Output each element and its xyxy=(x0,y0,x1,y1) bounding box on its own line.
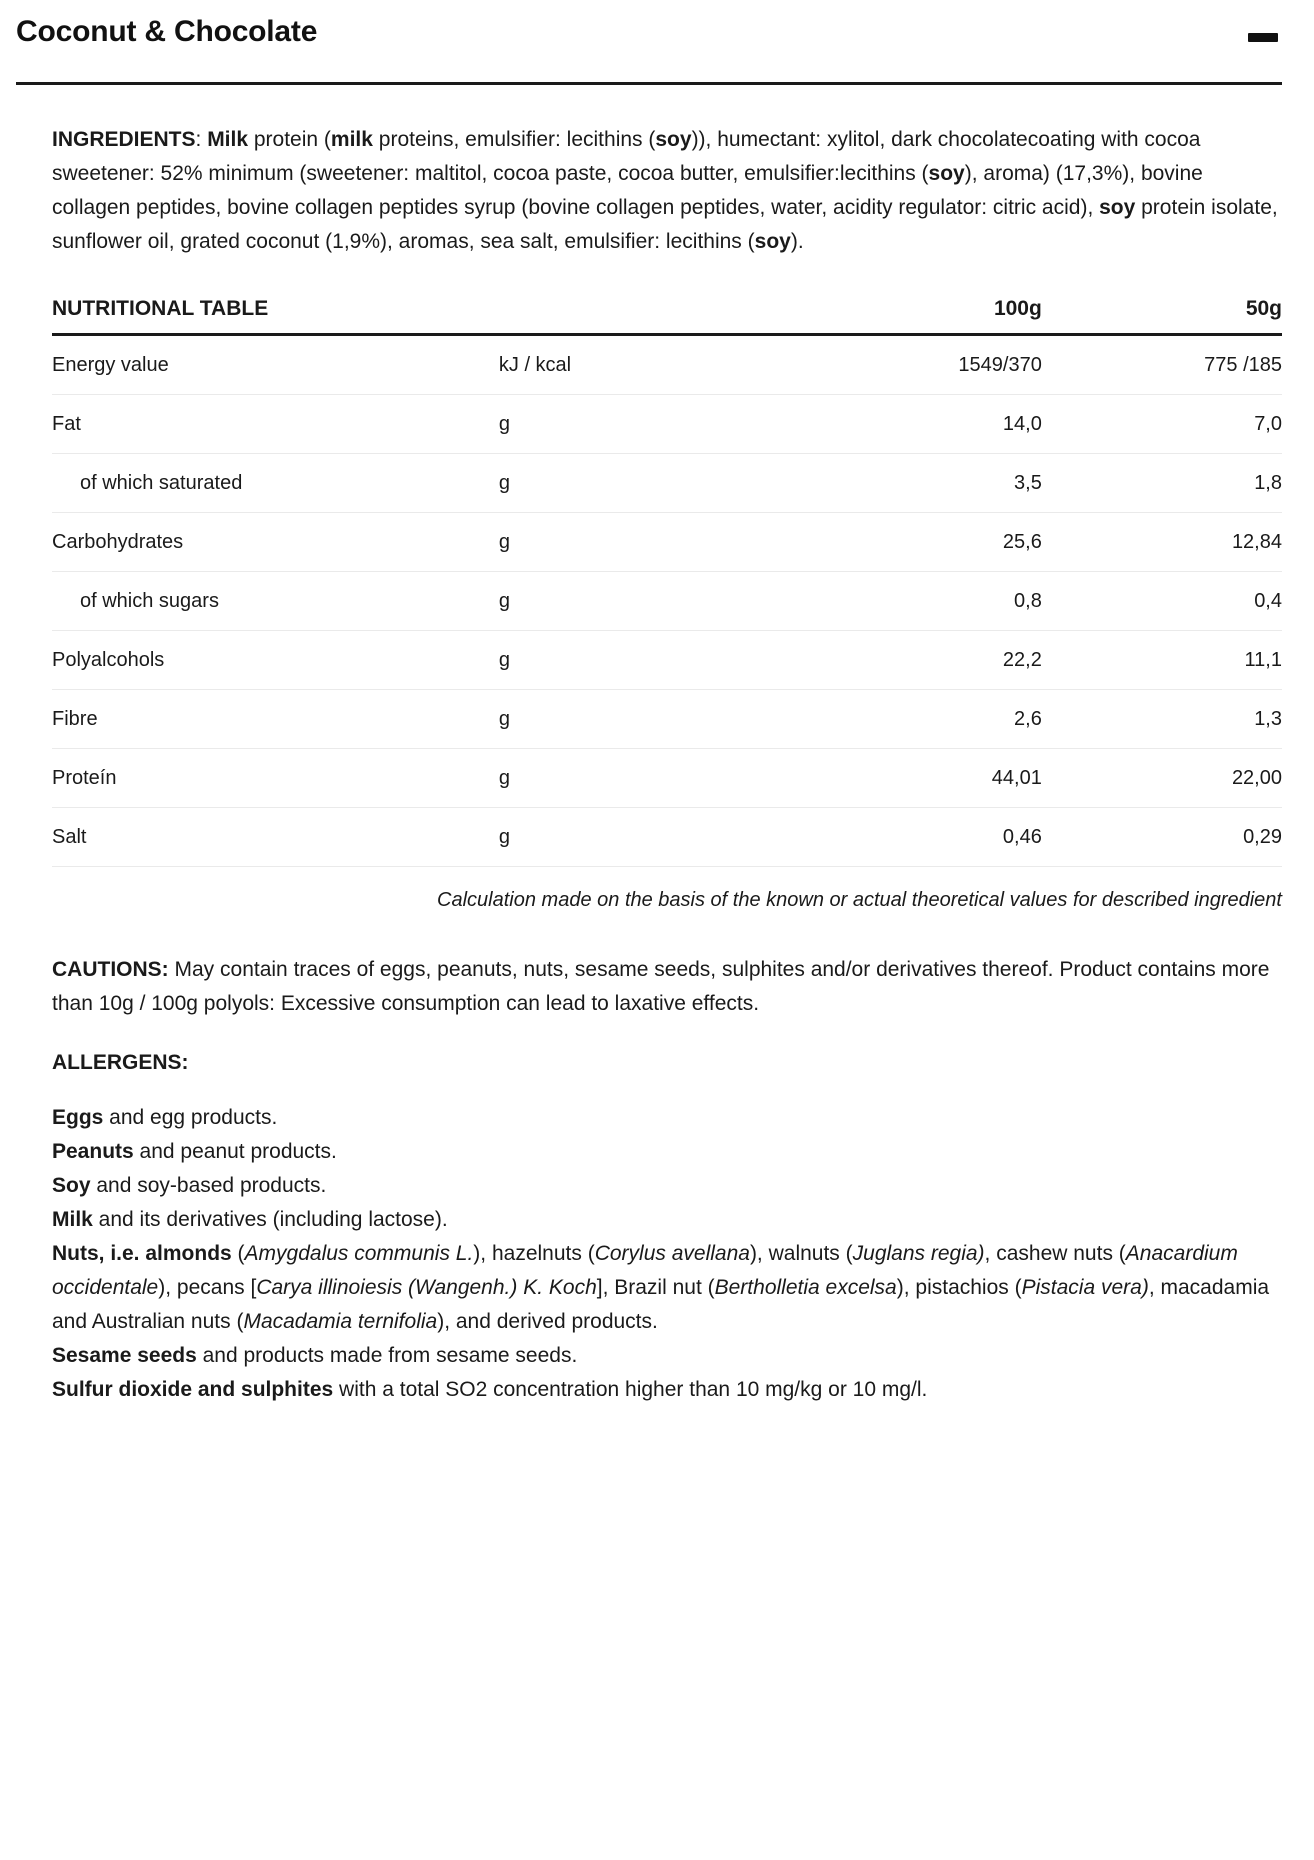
page-title: Coconut & Chocolate xyxy=(16,15,318,48)
nutrient-label: Fat xyxy=(52,395,499,454)
nutrient-value-50g: 12,84 xyxy=(1042,513,1282,572)
allergen-item: Peanuts and peanut products. xyxy=(52,1140,337,1163)
header-divider xyxy=(16,82,1282,85)
column-header-unit xyxy=(499,291,739,335)
nutrient-value-100g: 14,0 xyxy=(739,395,1042,454)
table-row xyxy=(52,335,1282,395)
allergen-item: Soy and soy-based products. xyxy=(52,1174,327,1197)
table-row xyxy=(52,395,1282,454)
nutrient-unit: g xyxy=(499,395,739,454)
nutrient-value-50g: 22,00 xyxy=(1042,749,1282,808)
collapse-toggle-button[interactable] xyxy=(1244,18,1282,56)
nutrient-value-50g: 11,1 xyxy=(1042,631,1282,690)
nutrient-label: Salt xyxy=(52,808,499,867)
nutrient-label: Proteín xyxy=(52,749,499,808)
nutrient-value-50g: 775 /185 xyxy=(1042,335,1282,395)
table-row xyxy=(52,690,1282,749)
nutrient-value-100g: 22,2 xyxy=(739,631,1042,690)
allergens-list xyxy=(52,1101,1282,1407)
table-row xyxy=(52,631,1282,690)
nutrient-value-50g: 7,0 xyxy=(1042,395,1282,454)
nutrient-unit: kJ / kcal xyxy=(499,335,739,395)
ingredients-paragraph: INGREDIENTS: Milk protein (milk proteins, emulsifier: lecithins (soy)), humectant: xylitol, dark chocolatecoating with cocoa sweetener: 52% minimum (sweetener: maltitol, cocoa paste, cocoa butter, emulsifier:lecithins (soy), aroma) (17,3%), bovine collagen peptides, bovine collagen peptides syrup (bovine collagen peptides, water, acidity regulator: citric acid), soy protein isolate, sunflower oil, grated coconut (1,9%), aromas, sea salt, emulsifier: lecithins (soy). xyxy=(52,128,1278,253)
nutrient-value-100g: 3,5 xyxy=(739,454,1042,513)
nutrient-value-100g: 0,46 xyxy=(739,808,1042,867)
nutrient-value-100g: 2,6 xyxy=(739,690,1042,749)
panel-header xyxy=(0,0,1314,56)
nutrient-unit: g xyxy=(499,454,739,513)
allergen-item: Milk and its derivatives (including lactose). xyxy=(52,1208,448,1231)
nutrient-unit: g xyxy=(499,572,739,631)
nutrient-unit: g xyxy=(499,631,739,690)
nutrient-label: of which saturated xyxy=(52,454,499,513)
table-row xyxy=(52,749,1282,808)
nutrient-label: Energy value xyxy=(52,335,499,395)
table-row xyxy=(52,572,1282,631)
allergens-heading: ALLERGENS: xyxy=(52,1051,189,1074)
allergen-item: Sesame seeds and products made from sesame seeds. xyxy=(52,1344,578,1367)
nutrient-value-100g: 1549/370 xyxy=(739,335,1042,395)
allergen-item: Eggs and egg products. xyxy=(52,1106,278,1129)
allergen-item: Sulfur dioxide and sulphites with a total SO2 concentration higher than 10 mg/kg or 10 mg/l. xyxy=(52,1378,928,1401)
nutrient-label: Polyalcohols xyxy=(52,631,499,690)
nutrient-unit: g xyxy=(499,690,739,749)
minus-icon xyxy=(1248,33,1278,42)
nutrient-value-50g: 1,3 xyxy=(1042,690,1282,749)
nutrient-label: of which sugars xyxy=(52,572,499,631)
nutrient-value-50g: 0,29 xyxy=(1042,808,1282,867)
panel-content xyxy=(0,123,1314,1407)
table-footnote: Calculation made on the basis of the known or actual theoretical values for described ingredient xyxy=(437,889,1282,911)
table-header-row xyxy=(52,291,1282,335)
nutrient-value-50g: 1,8 xyxy=(1042,454,1282,513)
nutrient-label: Carbohydrates xyxy=(52,513,499,572)
column-header-label: NUTRITIONAL TABLE xyxy=(52,291,499,335)
nutritional-table-body xyxy=(52,335,1282,867)
allergen-item: Nuts, i.e. almonds (Amygdalus communis L.), hazelnuts (Corylus avellana), walnuts (Juglans regia), cashew nuts (Anacardium occidentale), pecans [Carya illinoiesis (Wangenh.) K. Koch], Brazil nut (Bertholletia excelsa), pistachios (Pistacia vera), macadamia and Australian nuts (Macadamia ternifolia), and derived products. xyxy=(52,1242,1270,1333)
nutrient-value-100g: 25,6 xyxy=(739,513,1042,572)
column-header-per-100g: 100g xyxy=(739,291,1042,335)
nutrient-value-100g: 0,8 xyxy=(739,572,1042,631)
cautions-paragraph: CAUTIONS: May contain traces of eggs, peanuts, nuts, sesame seeds, sulphites and/or derivatives thereof. Product contains more than 10g / 100g polyols: Excessive consumption can lead to laxative effects. xyxy=(52,958,1270,1015)
nutrient-value-50g: 0,4 xyxy=(1042,572,1282,631)
nutrient-unit: g xyxy=(499,808,739,867)
nutrient-label: Fibre xyxy=(52,690,499,749)
nutrient-unit: g xyxy=(499,749,739,808)
table-row xyxy=(52,454,1282,513)
column-header-per-50g: 50g xyxy=(1042,291,1282,335)
table-row xyxy=(52,808,1282,867)
nutrient-unit: g xyxy=(499,513,739,572)
table-row xyxy=(52,513,1282,572)
nutrient-value-100g: 44,01 xyxy=(739,749,1042,808)
nutritional-table xyxy=(52,291,1282,867)
